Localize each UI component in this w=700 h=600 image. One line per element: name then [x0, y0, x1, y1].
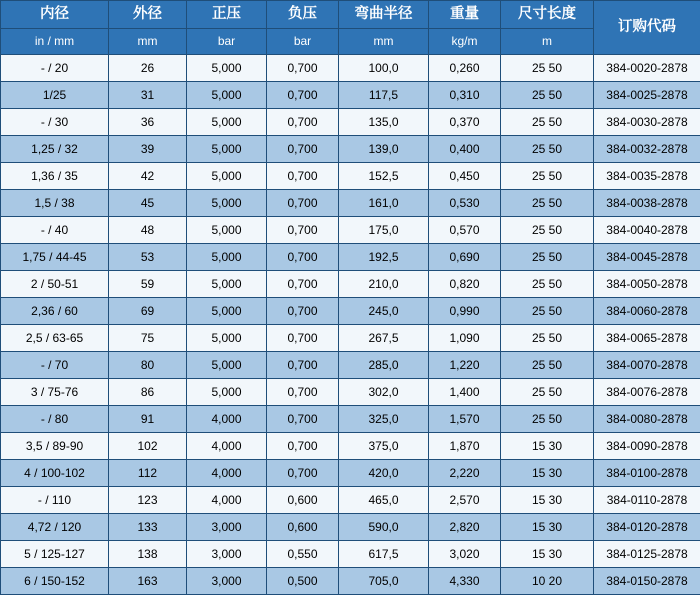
cell-positive-pressure: 5,000 [187, 244, 267, 271]
cell-bend-radius: 465,0 [339, 487, 429, 514]
cell-negative-pressure: 0,700 [267, 379, 339, 406]
cell-weight: 0,450 [429, 163, 501, 190]
cell-outer-diameter: 138 [109, 541, 187, 568]
table-row [1, 136, 700, 163]
cell-negative-pressure: 0,600 [267, 487, 339, 514]
table-row [1, 190, 700, 217]
cell-bend-radius: 285,0 [339, 352, 429, 379]
cell-length: 25 50 [501, 379, 594, 406]
cell-outer-diameter: 112 [109, 460, 187, 487]
cell-outer-diameter: 123 [109, 487, 187, 514]
cell-negative-pressure: 0,500 [267, 568, 339, 595]
cell-weight: 3,020 [429, 541, 501, 568]
table-row [1, 433, 700, 460]
cell-outer-diameter: 91 [109, 406, 187, 433]
column-header-inner-diameter: 内径 [1, 1, 109, 29]
cell-weight: 1,400 [429, 379, 501, 406]
cell-bend-radius: 375,0 [339, 433, 429, 460]
cell-outer-diameter: 69 [109, 298, 187, 325]
cell-negative-pressure: 0,700 [267, 109, 339, 136]
cell-length: 25 50 [501, 136, 594, 163]
cell-inner-diameter: 4,72 / 120 [1, 514, 109, 541]
cell-positive-pressure: 3,000 [187, 568, 267, 595]
cell-weight: 1,220 [429, 352, 501, 379]
cell-order-code: 384-0045-2878 [594, 244, 700, 271]
cell-order-code: 384-0060-2878 [594, 298, 700, 325]
cell-weight: 0,310 [429, 82, 501, 109]
cell-length: 25 50 [501, 298, 594, 325]
table-row [1, 271, 700, 298]
table-row [1, 406, 700, 433]
cell-order-code: 384-0035-2878 [594, 163, 700, 190]
cell-outer-diameter: 26 [109, 55, 187, 82]
cell-bend-radius: 175,0 [339, 217, 429, 244]
cell-length: 25 50 [501, 244, 594, 271]
cell-order-code: 384-0076-2878 [594, 379, 700, 406]
table-row [1, 568, 700, 595]
cell-outer-diameter: 36 [109, 109, 187, 136]
table-body [1, 55, 700, 595]
cell-bend-radius: 302,0 [339, 379, 429, 406]
cell-weight: 2,820 [429, 514, 501, 541]
cell-order-code: 384-0020-2878 [594, 55, 700, 82]
cell-bend-radius: 152,5 [339, 163, 429, 190]
cell-positive-pressure: 5,000 [187, 217, 267, 244]
cell-weight: 0,820 [429, 271, 501, 298]
cell-bend-radius: 139,0 [339, 136, 429, 163]
cell-outer-diameter: 39 [109, 136, 187, 163]
cell-negative-pressure: 0,700 [267, 190, 339, 217]
cell-bend-radius: 161,0 [339, 190, 429, 217]
cell-weight: 4,330 [429, 568, 501, 595]
cell-positive-pressure: 5,000 [187, 271, 267, 298]
cell-inner-diameter: 5 / 125-127 [1, 541, 109, 568]
cell-outer-diameter: 86 [109, 379, 187, 406]
cell-inner-diameter: - / 70 [1, 352, 109, 379]
cell-outer-diameter: 53 [109, 244, 187, 271]
cell-order-code: 384-0065-2878 [594, 325, 700, 352]
cell-positive-pressure: 3,000 [187, 541, 267, 568]
table-row [1, 55, 700, 82]
table-header [1, 1, 700, 55]
unit-outer-diameter: mm [109, 29, 187, 55]
cell-order-code: 384-0070-2878 [594, 352, 700, 379]
cell-inner-diameter: 1/25 [1, 82, 109, 109]
cell-bend-radius: 590,0 [339, 514, 429, 541]
cell-negative-pressure: 0,700 [267, 244, 339, 271]
cell-order-code: 384-0150-2878 [594, 568, 700, 595]
table-row [1, 325, 700, 352]
cell-length: 15 30 [501, 487, 594, 514]
table-row [1, 460, 700, 487]
cell-inner-diameter: 3 / 75-76 [1, 379, 109, 406]
cell-positive-pressure: 5,000 [187, 325, 267, 352]
cell-weight: 1,870 [429, 433, 501, 460]
cell-outer-diameter: 102 [109, 433, 187, 460]
column-header-bend-radius: 弯曲半径 [339, 1, 429, 29]
cell-weight: 0,990 [429, 298, 501, 325]
cell-weight: 0,530 [429, 190, 501, 217]
cell-weight: 0,260 [429, 55, 501, 82]
unit-weight: kg/m [429, 29, 501, 55]
cell-outer-diameter: 80 [109, 352, 187, 379]
cell-inner-diameter: - / 110 [1, 487, 109, 514]
cell-length: 25 50 [501, 406, 594, 433]
cell-weight: 0,400 [429, 136, 501, 163]
column-header-length: 尺寸长度 [501, 1, 594, 29]
cell-inner-diameter: - / 20 [1, 55, 109, 82]
cell-length: 10 20 [501, 568, 594, 595]
cell-inner-diameter: 2,36 / 60 [1, 298, 109, 325]
cell-order-code: 384-0120-2878 [594, 514, 700, 541]
table-row [1, 514, 700, 541]
cell-bend-radius: 705,0 [339, 568, 429, 595]
cell-bend-radius: 100,0 [339, 55, 429, 82]
cell-positive-pressure: 5,000 [187, 163, 267, 190]
cell-length: 25 50 [501, 325, 594, 352]
cell-positive-pressure: 5,000 [187, 136, 267, 163]
table-row [1, 487, 700, 514]
table-row [1, 352, 700, 379]
cell-inner-diameter: 1,25 / 32 [1, 136, 109, 163]
cell-length: 25 50 [501, 352, 594, 379]
cell-order-code: 384-0100-2878 [594, 460, 700, 487]
column-header-positive-pressure: 正压 [187, 1, 267, 29]
cell-negative-pressure: 0,550 [267, 541, 339, 568]
table-row [1, 244, 700, 271]
cell-inner-diameter: 2,5 / 63-65 [1, 325, 109, 352]
cell-bend-radius: 245,0 [339, 298, 429, 325]
cell-outer-diameter: 163 [109, 568, 187, 595]
cell-outer-diameter: 45 [109, 190, 187, 217]
cell-weight: 0,570 [429, 217, 501, 244]
cell-negative-pressure: 0,700 [267, 55, 339, 82]
cell-negative-pressure: 0,700 [267, 325, 339, 352]
column-header-order-code: 订购代码 [594, 1, 700, 55]
cell-weight: 2,570 [429, 487, 501, 514]
unit-bend-radius: mm [339, 29, 429, 55]
cell-bend-radius: 420,0 [339, 460, 429, 487]
cell-positive-pressure: 5,000 [187, 352, 267, 379]
cell-length: 15 30 [501, 460, 594, 487]
cell-positive-pressure: 3,000 [187, 514, 267, 541]
cell-inner-diameter: - / 30 [1, 109, 109, 136]
cell-weight: 1,090 [429, 325, 501, 352]
cell-positive-pressure: 4,000 [187, 487, 267, 514]
cell-order-code: 384-0040-2878 [594, 217, 700, 244]
cell-positive-pressure: 4,000 [187, 460, 267, 487]
cell-weight: 2,220 [429, 460, 501, 487]
cell-order-code: 384-0125-2878 [594, 541, 700, 568]
cell-positive-pressure: 5,000 [187, 82, 267, 109]
cell-outer-diameter: 31 [109, 82, 187, 109]
cell-length: 25 50 [501, 55, 594, 82]
cell-length: 15 30 [501, 514, 594, 541]
cell-order-code: 384-0090-2878 [594, 433, 700, 460]
cell-inner-diameter: 4 / 100-102 [1, 460, 109, 487]
cell-length: 25 50 [501, 271, 594, 298]
cell-positive-pressure: 5,000 [187, 55, 267, 82]
cell-negative-pressure: 0,700 [267, 433, 339, 460]
cell-negative-pressure: 0,600 [267, 514, 339, 541]
cell-outer-diameter: 133 [109, 514, 187, 541]
cell-positive-pressure: 5,000 [187, 298, 267, 325]
cell-inner-diameter: 3,5 / 89-90 [1, 433, 109, 460]
cell-length: 15 30 [501, 541, 594, 568]
cell-outer-diameter: 42 [109, 163, 187, 190]
cell-weight: 1,570 [429, 406, 501, 433]
cell-negative-pressure: 0,700 [267, 460, 339, 487]
unit-inner-diameter: in / mm [1, 29, 109, 55]
cell-length: 25 50 [501, 163, 594, 190]
cell-order-code: 384-0050-2878 [594, 271, 700, 298]
cell-outer-diameter: 75 [109, 325, 187, 352]
table-row [1, 163, 700, 190]
cell-inner-diameter: 2 / 50-51 [1, 271, 109, 298]
table-row [1, 82, 700, 109]
cell-positive-pressure: 5,000 [187, 190, 267, 217]
cell-bend-radius: 135,0 [339, 109, 429, 136]
unit-positive-pressure: bar [187, 29, 267, 55]
cell-bend-radius: 117,5 [339, 82, 429, 109]
cell-bend-radius: 192,5 [339, 244, 429, 271]
cell-order-code: 384-0110-2878 [594, 487, 700, 514]
cell-weight: 0,370 [429, 109, 501, 136]
cell-order-code: 384-0080-2878 [594, 406, 700, 433]
cell-bend-radius: 617,5 [339, 541, 429, 568]
cell-negative-pressure: 0,700 [267, 406, 339, 433]
cell-outer-diameter: 48 [109, 217, 187, 244]
unit-length: m [501, 29, 594, 55]
column-header-weight: 重量 [429, 1, 501, 29]
cell-positive-pressure: 5,000 [187, 379, 267, 406]
table-row [1, 541, 700, 568]
cell-positive-pressure: 4,000 [187, 433, 267, 460]
cell-inner-diameter: 1,75 / 44-45 [1, 244, 109, 271]
column-header-negative-pressure: 负压 [267, 1, 339, 29]
table-row [1, 379, 700, 406]
cell-outer-diameter: 59 [109, 271, 187, 298]
cell-inner-diameter: - / 40 [1, 217, 109, 244]
cell-order-code: 384-0030-2878 [594, 109, 700, 136]
header-row-titles [1, 1, 700, 29]
cell-negative-pressure: 0,700 [267, 136, 339, 163]
cell-negative-pressure: 0,700 [267, 163, 339, 190]
cell-negative-pressure: 0,700 [267, 82, 339, 109]
cell-order-code: 384-0032-2878 [594, 136, 700, 163]
column-header-outer-diameter: 外径 [109, 1, 187, 29]
cell-bend-radius: 267,5 [339, 325, 429, 352]
cell-negative-pressure: 0,700 [267, 217, 339, 244]
cell-bend-radius: 210,0 [339, 271, 429, 298]
cell-length: 25 50 [501, 109, 594, 136]
cell-positive-pressure: 4,000 [187, 406, 267, 433]
cell-order-code: 384-0038-2878 [594, 190, 700, 217]
cell-length: 25 50 [501, 217, 594, 244]
cell-inner-diameter: 1,5 / 38 [1, 190, 109, 217]
cell-length: 15 30 [501, 433, 594, 460]
cell-inner-diameter: 6 / 150-152 [1, 568, 109, 595]
cell-positive-pressure: 5,000 [187, 109, 267, 136]
cell-bend-radius: 325,0 [339, 406, 429, 433]
cell-length: 25 50 [501, 190, 594, 217]
cell-negative-pressure: 0,700 [267, 352, 339, 379]
table-row [1, 217, 700, 244]
cell-negative-pressure: 0,700 [267, 298, 339, 325]
unit-negative-pressure: bar [267, 29, 339, 55]
cell-inner-diameter: - / 80 [1, 406, 109, 433]
table-row [1, 109, 700, 136]
cell-weight: 0,690 [429, 244, 501, 271]
cell-length: 25 50 [501, 82, 594, 109]
cell-order-code: 384-0025-2878 [594, 82, 700, 109]
cell-inner-diameter: 1,36 / 35 [1, 163, 109, 190]
table-row [1, 298, 700, 325]
cell-negative-pressure: 0,700 [267, 271, 339, 298]
